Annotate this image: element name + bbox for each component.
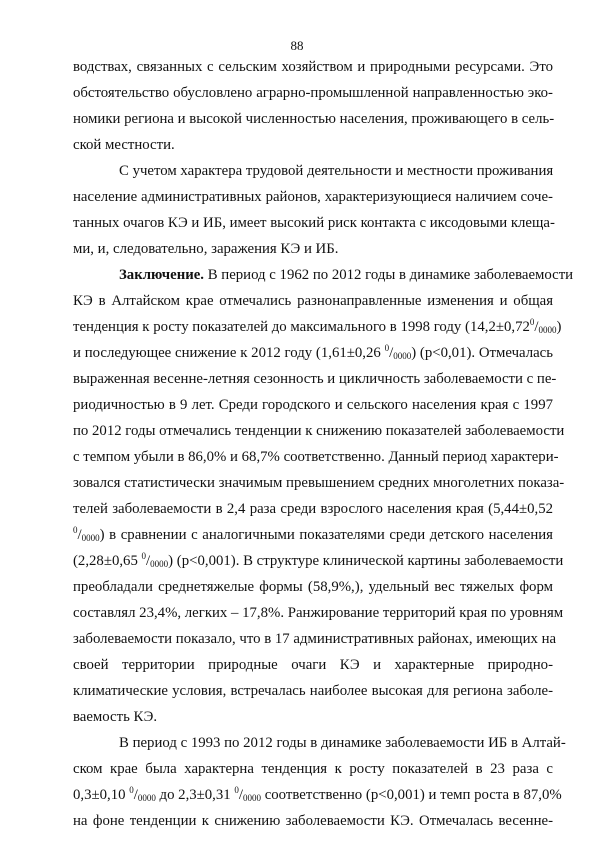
body-text: [73, 54, 574, 834]
text-line: ской местности.: [73, 137, 175, 153]
text-line: составлял 23,4%, легких – 17,8%. Ранжирование территорий края по уровням: [73, 605, 564, 621]
text-line: танных очагов КЭ и ИБ, имеет высокий риск контакта с иксодовыми клеща-: [73, 215, 555, 231]
text-line: тенденция к росту показателей до максимального в 1998 году $(14,2\pm 0,72^0/_{0000})$: [73, 317, 562, 335]
text-line: своей территории природные очаги КЭ и характерные природно-: [73, 657, 553, 673]
text-line: телей заболеваемости в 2,4 раза среди взрослого населения края (5,44±0,52: [73, 501, 553, 517]
text-line: заболеваемости показало, что в 17 административных районах, имеющих на: [73, 631, 557, 647]
text-line: ваемость КЭ.: [73, 709, 158, 725]
text-line: по 2012 годы отмечались тенденции к снижению показателей заболеваемости: [73, 423, 565, 439]
text-line: В период с 1993 по 2012 годы в динамике заболеваемости ИБ в Алтай-: [119, 735, 566, 751]
text-line: выраженная весенне-летняя сезонность и цикличность заболеваемости с пе-: [73, 371, 557, 387]
text-line: номики региона и высокой численностью населения, проживающего в сель-: [73, 111, 555, 127]
text-line: ми, и, следовательно, заражения КЭ и ИБ.: [73, 241, 339, 257]
text-line: С учетом характера трудовой деятельности и местности проживания: [119, 163, 554, 179]
text-line: (2,28±0,65 $^0/_{0000}$) (p<0,001). В структуре клинической картины заболеваемости: [73, 551, 564, 569]
text-line: ском крае была характерна тенденция к росту показателей в 23 раза с: [73, 761, 553, 777]
text-line: $^0/_{0000}$) в сравнении с аналогичными показателями среди детского населения: [73, 525, 553, 543]
text-line: Заключение. В период с 1962 по 2012 годы в динамике заболеваемости: [119, 267, 574, 283]
text-line: население административных районов, характеризующиеся наличием соче-: [73, 189, 553, 205]
text-line: с темпом убыли в 86,0% и 68,7% соответственно. Данный период характери-: [73, 449, 559, 465]
page-number: 88: [290, 38, 304, 53]
text-line: климатические условия, встречалась наиболее высокая для региона заболе-: [73, 683, 553, 699]
text-line: КЭ в Алтайском крае отмечались разнонаправленные изменения и общая: [73, 293, 553, 309]
text-line: водствах, связанных с сельским хозяйством и природными ресурсами. Это: [73, 59, 553, 75]
text-line: обстоятельство обусловлено аграрно-промышленной направленностью эко-: [73, 85, 553, 101]
text-line: 0,3±0,10 $^0/_{0000}$ до 2,3±0,31 $^0/_{0000}$ соответственно (p<0,001) и темп роста в 87,0%: [73, 785, 562, 803]
section-heading: Заключение.: [119, 267, 205, 283]
text-line: преобладали среднетяжелые формы (58,9%,), удельный вес тяжелых форм: [73, 579, 553, 595]
text-line: риодичностью в 9 лет. Среди городского и сельского населения края с 1997: [73, 397, 553, 413]
text-line: зовался статистически значимым превышением средних многолетних показа-: [73, 475, 565, 491]
text-line: и последующее снижение к 2012 году (1,61±0,26 $^0/_{0000}$) (p<0,01). Отмечалась: [73, 343, 553, 361]
text-line: на фоне тенденции к снижению заболеваемости КЭ. Отмечалась весенне-: [73, 813, 553, 829]
